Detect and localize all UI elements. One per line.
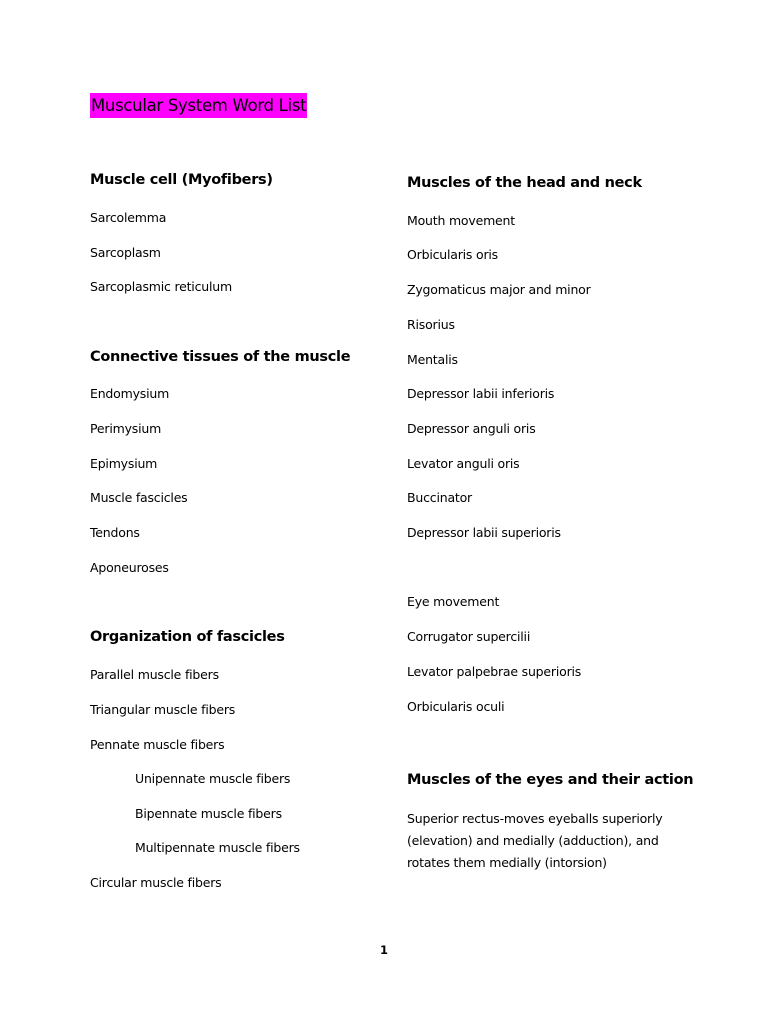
list-item: Orbicularis oris xyxy=(407,247,498,262)
heading-muscle-cell: Muscle cell (Myofibers) xyxy=(90,172,273,188)
heading-organization-fascicles: Organization of fascicles xyxy=(90,629,285,645)
list-item: Endomysium xyxy=(90,386,170,401)
list-item: Tendons xyxy=(90,525,140,540)
list-item: Depressor anguli oris xyxy=(407,421,536,436)
sub-list-item: Unipennate muscle fibers xyxy=(135,771,291,786)
eye-action-paragraph: Superior rectus-moves eyeballs superiorly (elevation) and medially (adduction), and rotates them medially (intorsion) xyxy=(407,811,663,870)
sub-list-item: Bipennate muscle fibers xyxy=(135,806,282,821)
list-item: Aponeuroses xyxy=(90,560,169,575)
list-item: Levator anguli oris xyxy=(407,456,520,471)
heading-head-neck: Muscles of the head and neck xyxy=(407,175,642,191)
list-item: Circular muscle fibers xyxy=(90,875,222,890)
list-item: Depressor labii superioris xyxy=(407,525,561,540)
list-item: Risorius xyxy=(407,317,455,332)
list-item: Mouth movement xyxy=(407,213,515,228)
list-item: Orbicularis oculi xyxy=(407,699,505,714)
list-item: Depressor labii inferioris xyxy=(407,386,555,401)
list-item: Triangular muscle fibers xyxy=(90,702,236,717)
list-item: Sarcoplasmic reticulum xyxy=(90,279,232,294)
list-item: Sarcolemma xyxy=(90,210,167,225)
heading-eyes-action: Muscles of the eyes and their action xyxy=(407,772,694,788)
list-item: Buccinator xyxy=(407,490,472,505)
list-item: Eye movement xyxy=(407,594,500,609)
list-item: Perimysium xyxy=(90,421,162,436)
list-item: Muscle fascicles xyxy=(90,490,188,505)
list-item: Epimysium xyxy=(90,456,158,471)
list-item: Corrugator supercilii xyxy=(407,629,531,644)
heading-connective-tissues: Connective tissues of the muscle xyxy=(90,349,351,365)
list-item: Parallel muscle fibers xyxy=(90,667,219,682)
list-item: Sarcoplasm xyxy=(90,245,161,260)
list-item: Zygomaticus major and minor xyxy=(407,282,591,297)
page-number: 1 xyxy=(379,943,388,957)
list-item: Pennate muscle fibers xyxy=(90,737,225,752)
list-item: Mentalis xyxy=(407,352,458,367)
page-title: Muscular System Word List xyxy=(90,93,307,118)
list-item: Levator palpebrae superioris xyxy=(407,664,582,679)
sub-list-item: Multipennate muscle fibers xyxy=(135,840,300,855)
